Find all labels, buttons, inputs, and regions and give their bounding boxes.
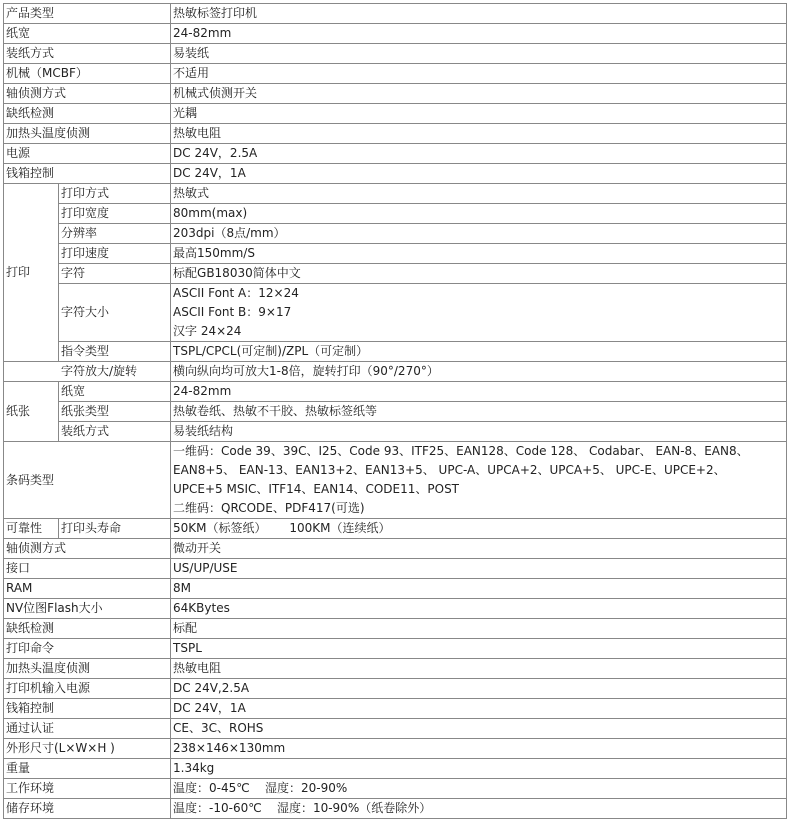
spec-value: 80mm(max) <box>171 204 787 224</box>
spec-value: DC 24V，2.5A <box>171 144 787 164</box>
table-row <box>4 64 787 84</box>
spec-label: 钱箱控制 <box>4 164 171 184</box>
spec-value: US/UP/USE <box>171 559 787 579</box>
group-label-paper: 纸张 <box>4 382 59 442</box>
spec-value: 64KBytes <box>171 599 787 619</box>
table-row <box>4 104 787 124</box>
spec-label: 字符放大/旋转 <box>4 362 171 382</box>
spec-value: 标配 <box>171 619 787 639</box>
spec-label: 纸宽 <box>4 24 171 44</box>
spec-label: 打印命令 <box>4 639 171 659</box>
spec-sublabel: 字符 <box>59 264 171 284</box>
spec-value: 热敏标签打印机 <box>171 4 787 24</box>
spec-label: 外形尺寸(L×W×H ) <box>4 739 171 759</box>
spec-label: 产品类型 <box>4 4 171 24</box>
spec-label: 缺纸检测 <box>4 619 171 639</box>
table-row <box>4 264 787 284</box>
table-row <box>4 442 787 519</box>
spec-value: 50KM（标签纸） 100KM（连续纸） <box>171 519 787 539</box>
table-row <box>4 382 787 402</box>
spec-sublabel: 打印速度 <box>59 244 171 264</box>
charsize-line: ASCII Font B：9×17 <box>173 305 292 319</box>
spec-label: 通过认证 <box>4 719 171 739</box>
spec-label: 储存环境 <box>4 799 171 819</box>
spec-value: 热敏卷纸、热敏不干胶、热敏标签纸等 <box>171 402 787 422</box>
table-row <box>4 779 787 799</box>
table-row <box>4 184 787 204</box>
table-row <box>4 164 787 184</box>
spec-value: 易装纸结构 <box>171 422 787 442</box>
spec-sublabel: 装纸方式 <box>59 422 171 442</box>
spec-label: 机械（MCBF） <box>4 64 171 84</box>
table-row <box>4 619 787 639</box>
barcode-line: 一维码：Code 39、39C、I25、Code 93、ITF25、EAN128、Code 128、 Codabar、 EAN-8、EAN8、 <box>173 444 749 458</box>
spec-label: 条码类型 <box>4 442 171 519</box>
table-row <box>4 539 787 559</box>
spec-value: 热敏电阻 <box>171 124 787 144</box>
table-row <box>4 402 787 422</box>
table-row <box>4 519 787 539</box>
spec-sublabel: 指令类型 <box>59 342 171 362</box>
table-row <box>4 4 787 24</box>
barcode-line: EAN8+5、 EAN-13、EAN13+2、EAN13+5、 UPC-A、UPCA+2、UPCA+5、 UPC-E、UPCE+2、 <box>173 463 726 477</box>
spec-label: 装纸方式 <box>4 44 171 64</box>
spec-value: 203dpi（8点/mm） <box>171 224 787 244</box>
spec-value: 易装纸 <box>171 44 787 64</box>
spec-value: 24-82mm <box>171 24 787 44</box>
table-row <box>4 739 787 759</box>
spec-value: 24-82mm <box>171 382 787 402</box>
table-row <box>4 659 787 679</box>
spec-sublabel: 纸宽 <box>59 382 171 402</box>
spec-value: 最高150mm/S <box>171 244 787 264</box>
spec-value: 光耦 <box>171 104 787 124</box>
table-row <box>4 144 787 164</box>
spec-value: 标配GB18030简体中文 <box>171 264 787 284</box>
spec-value: 热敏式 <box>171 184 787 204</box>
spec-sublabel: 打印方式 <box>59 184 171 204</box>
spec-value: 热敏电阻 <box>171 659 787 679</box>
spec-value: TSPL <box>171 639 787 659</box>
spec-sublabel: 纸张类型 <box>59 402 171 422</box>
spec-value: 不适用 <box>171 64 787 84</box>
table-row <box>4 84 787 104</box>
spec-label: 加热头温度侦测 <box>4 659 171 679</box>
table-row <box>4 342 787 362</box>
spec-label: 轴侦测方式 <box>4 539 171 559</box>
spec-value-multiline <box>171 284 787 342</box>
table-row <box>4 639 787 659</box>
table-row <box>4 124 787 144</box>
spec-label: 加热头温度侦测 <box>4 124 171 144</box>
spec-value: 238×146×130mm <box>171 739 787 759</box>
spec-label: 轴侦测方式 <box>4 84 171 104</box>
table-row <box>4 599 787 619</box>
table-row <box>4 422 787 442</box>
spec-sublabel: 打印宽度 <box>59 204 171 224</box>
spec-label: 接口 <box>4 559 171 579</box>
table-row <box>4 719 787 739</box>
spec-value: 8M <box>171 579 787 599</box>
spec-table <box>3 3 787 819</box>
table-row <box>4 679 787 699</box>
spec-value: TSPL/CPCL(可定制)/ZPL（可定制） <box>171 342 787 362</box>
spec-value: 1.34kg <box>171 759 787 779</box>
table-row <box>4 362 787 382</box>
spec-value: 温度：-10-60℃ 湿度：10-90%（纸卷除外） <box>171 799 787 819</box>
spec-sublabel: 字符大小 <box>59 284 171 342</box>
table-row <box>4 759 787 779</box>
charsize-line: 汉字 24×24 <box>173 324 242 338</box>
spec-value: CE、3C、ROHS <box>171 719 787 739</box>
spec-value: 微动开关 <box>171 539 787 559</box>
table-row <box>4 24 787 44</box>
table-row <box>4 224 787 244</box>
table-row <box>4 204 787 224</box>
spec-label: 打印机输入电源 <box>4 679 171 699</box>
table-row <box>4 284 787 342</box>
barcode-line: 二维码：QRCODE、PDF417(可选) <box>173 501 365 515</box>
spec-value: 横向纵向均可放大1-8倍，旋转打印（90°/270°） <box>171 362 787 382</box>
table-row <box>4 799 787 819</box>
spec-label: 钱箱控制 <box>4 699 171 719</box>
spec-label: NV位图Flash大小 <box>4 599 171 619</box>
spec-label: 电源 <box>4 144 171 164</box>
table-row <box>4 44 787 64</box>
table-row <box>4 244 787 264</box>
charsize-line: ASCII Font A：12×24 <box>173 286 299 300</box>
barcode-line: UPCE+5 MSIC、ITF14、EAN14、CODE11、POST <box>173 482 460 496</box>
table-row <box>4 699 787 719</box>
group-label-print: 打印 <box>4 184 59 362</box>
spec-label: 工作环境 <box>4 779 171 799</box>
spec-value: DC 24V，1A <box>171 699 787 719</box>
spec-value: DC 24V，1A <box>171 164 787 184</box>
spec-value: 机械式侦测开关 <box>171 84 787 104</box>
spec-label: RAM <box>4 579 171 599</box>
spec-value: DC 24V,2.5A <box>171 679 787 699</box>
spec-label: 重量 <box>4 759 171 779</box>
spec-value-multiline <box>171 442 787 519</box>
spec-value: 温度：0-45℃ 湿度：20-90% <box>171 779 787 799</box>
spec-label: 缺纸检测 <box>4 104 171 124</box>
spec-sublabel: 分辨率 <box>59 224 171 244</box>
table-row <box>4 559 787 579</box>
spec-sublabel: 打印头寿命 <box>59 519 171 539</box>
table-row <box>4 579 787 599</box>
spec-label: 可靠性 <box>4 519 59 539</box>
